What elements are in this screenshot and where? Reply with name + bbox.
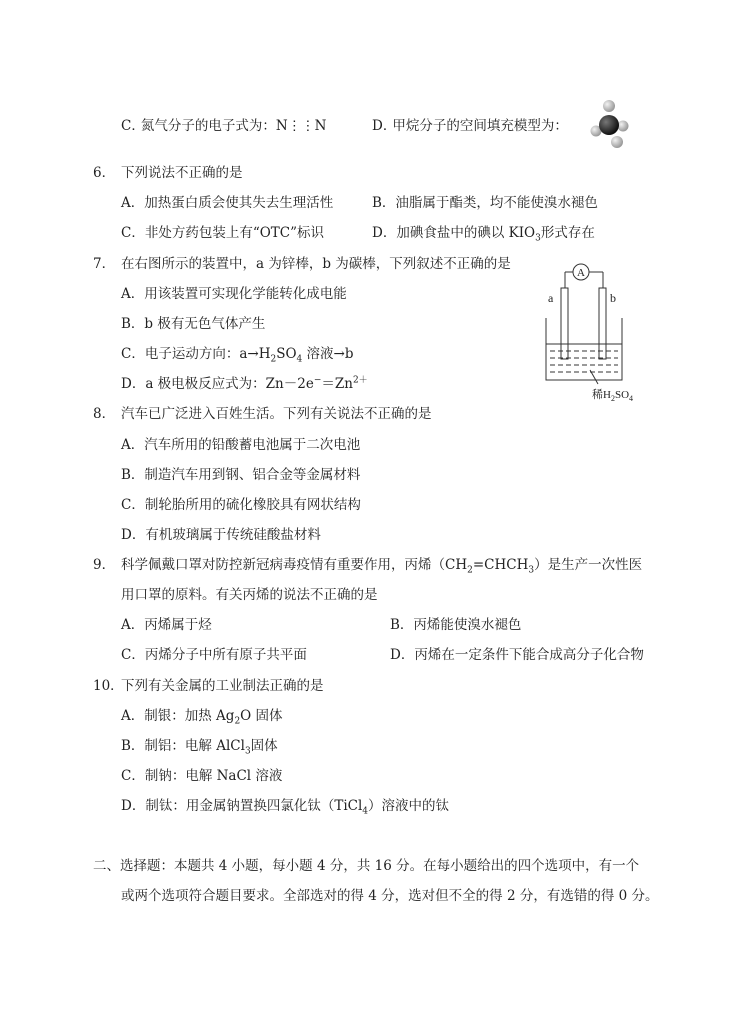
electrode-a-label: a bbox=[548, 291, 554, 305]
q9-number: 9． bbox=[93, 557, 116, 573]
q10-number: 10． bbox=[93, 678, 124, 694]
q10-option-c: C．制钠：电解 NaCl 溶液 bbox=[121, 768, 283, 784]
q9-option-b: B．丙烯能使溴水褪色 bbox=[390, 617, 522, 633]
q10-option-b: B．制铝：电解 AlCl$_3$固体 bbox=[121, 738, 278, 757]
q7-option-b: B．b 极有无色气体产生 bbox=[121, 316, 266, 332]
q6-option-a: A．加热蛋白质会使其失去生理活性 bbox=[121, 195, 334, 211]
q6-option-c: C．非处方药包装上有“OTC”标识 bbox=[121, 225, 325, 241]
q9-stem-line2: 用口罩的原料。有关丙烯的说法不正确的是 bbox=[121, 587, 378, 603]
q8-stem: 汽车已广泛进入百姓生活。下列有关说法不正确的是 bbox=[121, 406, 432, 422]
q7-option-a: A．用该装置可实现化学能转化成电能 bbox=[121, 286, 347, 302]
section2-heading-line2: 或两个选项符合题目要求。全部选对的得 4 分，选对但不全的得 2 分，有选错的得 0 分。 bbox=[121, 888, 659, 904]
ammeter-label: A bbox=[577, 267, 585, 279]
q10-option-a: A．制银：加热 $Ag_2O$ 固体 bbox=[121, 708, 283, 727]
q8-option-c: C．制轮胎所用的硫化橡胶具有网状结构 bbox=[121, 497, 361, 513]
q7-option-c: C．电子运动方向：$a\to H_2SO_4$ 溶液→b bbox=[121, 346, 354, 365]
q10-option-d: D．制钛：用金属钠置换四氯化钛（TiCl$_4$）溶液中的钛 bbox=[121, 798, 450, 817]
q7-number: 7． bbox=[93, 256, 116, 272]
q5-option-c: C．氮气分子的电子式为：N⋮⋮N bbox=[121, 118, 327, 134]
q9-option-a: A．丙烯属于烃 bbox=[121, 617, 212, 633]
q6-option-b: B．油脂属于酯类，均不能使溴水褪色 bbox=[372, 195, 598, 211]
q9-option-d: D．丙烯在一定条件下能合成高分子化合物 bbox=[390, 647, 644, 663]
q5-option-d: D．甲烷分子的空间填充模型为： bbox=[372, 118, 568, 134]
galvanic-cell-diagram bbox=[540, 258, 660, 406]
q6-option-d: D．加碘食盐中的碘以 $KIO_3$形式存在 bbox=[372, 225, 595, 244]
carbon-electrode bbox=[599, 288, 606, 359]
q9-option-c: C．丙烯分子中所有原子共平面 bbox=[121, 647, 307, 663]
solution-label: 稀$H_2SO_4$ bbox=[592, 389, 634, 403]
q9-stem-line1: 科学佩戴口罩对防控新冠病毒疫情有重要作用，丙烯$(CH_2=CHCH_3)$是生产一次性医 bbox=[121, 557, 643, 576]
q6-stem: 下列说法不正确的是 bbox=[121, 165, 243, 181]
q6-number: 6． bbox=[93, 165, 116, 181]
q8-option-d: D．有机玻璃属于传统硅酸盐材料 bbox=[121, 527, 321, 543]
q7-stem: 在右图所示的装置中，a 为锌棒，b 为碳棒，下列叙述不正确的是 bbox=[121, 256, 511, 272]
section2-heading-line1: 二、选择题：本题共 4 小题，每小题 4 分，共 16 分。在每小题给出的四个选项中，有一个 bbox=[93, 858, 640, 874]
q8-number: 8． bbox=[93, 406, 116, 422]
q7-option-d: D．a 极电极反应式为：$Zn-2e^-=Zn^{2+}$ bbox=[121, 375, 368, 392]
methane-model-icon bbox=[590, 98, 630, 150]
q10-stem: 下列有关金属的工业制法正确的是 bbox=[121, 678, 324, 694]
electrode-b-label: b bbox=[610, 291, 616, 305]
q8-option-b: B．制造汽车用到钢、铝合金等金属材料 bbox=[121, 467, 361, 483]
q8-option-a: A．汽车所用的铅酸蓄电池属于二次电池 bbox=[121, 437, 361, 453]
zinc-electrode bbox=[561, 288, 568, 359]
